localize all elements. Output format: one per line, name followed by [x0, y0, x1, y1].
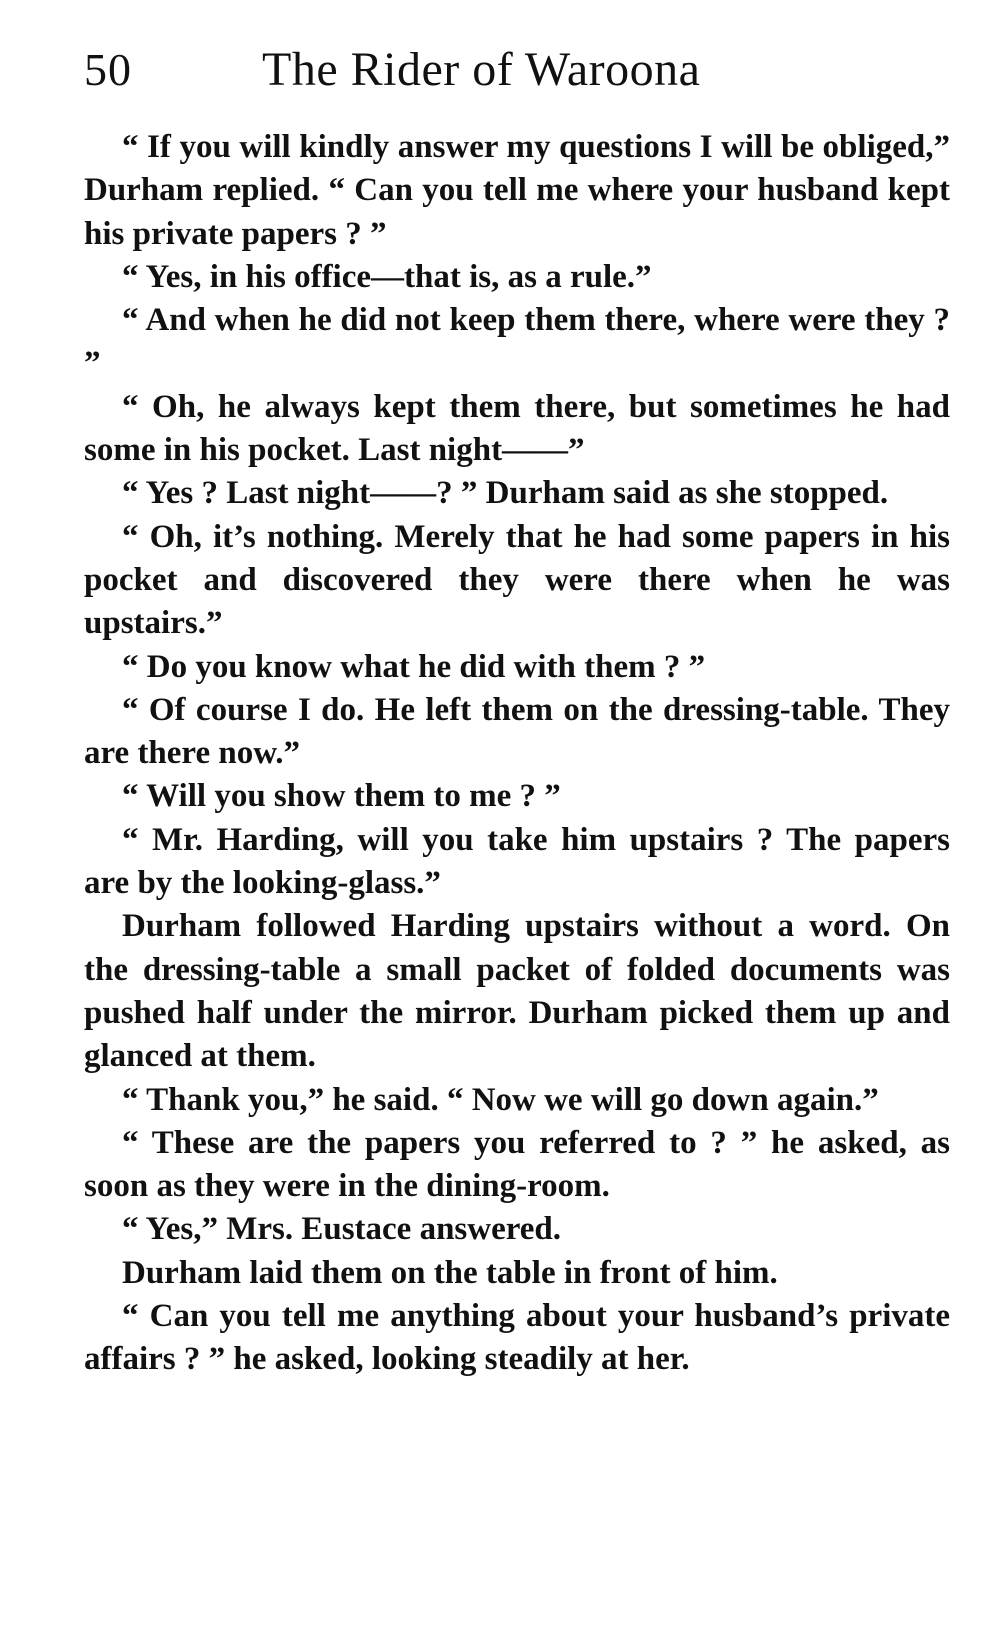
paragraph: “ Yes, in his office—that is, as a rule.” — [122, 258, 652, 295]
paragraph: “ Will you show them to me ? ” — [122, 778, 561, 815]
body-text — [84, 126, 950, 1382]
paragraph: “ And when he did not keep them there, where were they ? ” — [84, 302, 950, 382]
page-number: 50 — [84, 44, 132, 95]
paragraph: “ Yes,” Mrs. Eustace answered. — [122, 1211, 562, 1248]
paragraph: “ Yes ? Last night——? ” Durham said as she stopped. — [122, 475, 889, 512]
paragraph: “ If you will kindly answer my questions I will be obliged,” Durham replied. “ Can you tell me where your husband kept his private papers ? ” — [84, 129, 950, 252]
paragraph: “ Do you know what he did with them ? ” — [122, 648, 706, 685]
paragraph: “ Can you tell me anything about your husband’s private affairs ? ” he asked, looking steadily at her. — [84, 1298, 950, 1378]
paragraph: Durham laid them on the table in front of him. — [122, 1254, 778, 1291]
paragraph: Durham followed Harding upstairs without a word. On the dressing-table a small packet of folded documents was pushed half under the mirror. Durham picked them up and glanced at them. — [84, 908, 950, 1075]
page-header — [84, 40, 944, 100]
paragraph: “ Oh, he always kept them there, but sometimes he had some in his pocket. Last night——” — [84, 388, 950, 469]
running-title: The Rider of Waroona — [262, 43, 701, 96]
paragraph: “ These are the papers you referred to ? ” he asked, as soon as they were in the dining-room. — [84, 1124, 950, 1205]
paragraph: “ Oh, it’s nothing. Merely that he had some papers in his pocket and discovered they were there when he was upstairs.” — [84, 518, 950, 642]
paragraph: “ Mr. Harding, will you take him upstairs ? The papers are by the looking-glass.” — [84, 821, 950, 902]
paragraph: “ Of course I do. He left them on the dressing-table. They are there now.” — [84, 691, 950, 772]
paragraph: “ Thank you,” he said. “ Now we will go down again.” — [122, 1081, 879, 1118]
